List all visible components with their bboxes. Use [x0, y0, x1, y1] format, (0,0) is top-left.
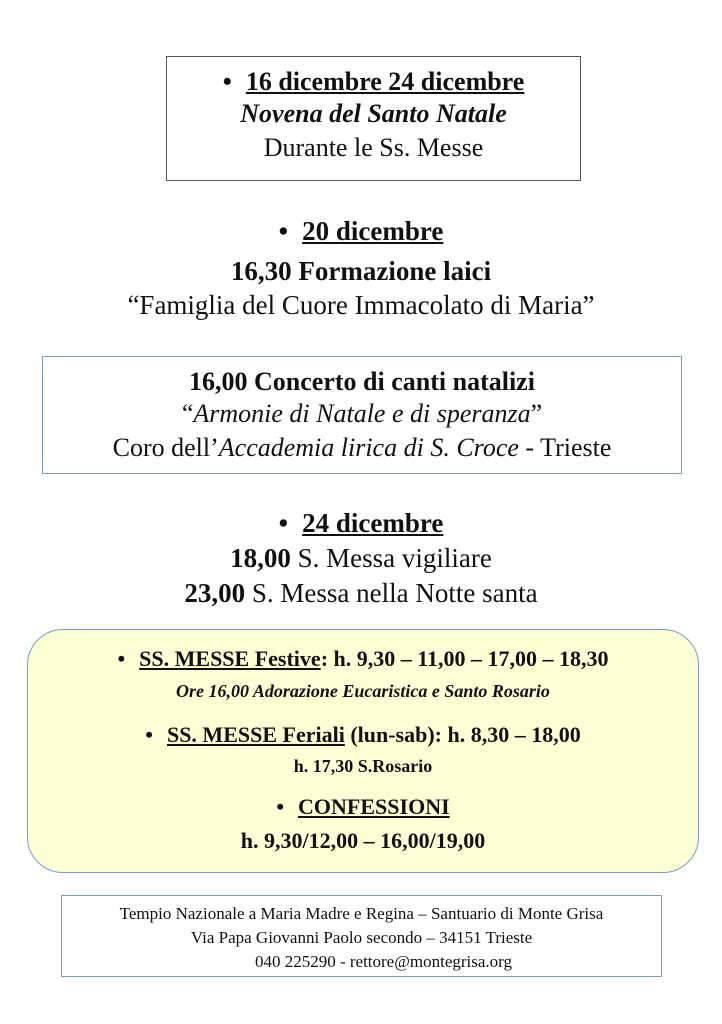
- dec24-mass1: [0, 543, 722, 574]
- festive-times: : h. 9,30 – 11,00 – 17,00 – 18,30: [320, 646, 609, 671]
- feriali-line: [28, 722, 698, 748]
- dec20-group: “Famiglia del Cuore Immacolato di Maria”: [127, 290, 595, 320]
- bullet: •: [222, 67, 232, 96]
- concert-subtitle-line: [43, 399, 681, 429]
- mass2-time: 23,00: [184, 578, 246, 608]
- dec20-date-line: [0, 216, 722, 247]
- confessioni-label: CONFESSIONI: [298, 794, 450, 819]
- concert-box: [42, 356, 682, 474]
- bullet: •: [145, 722, 153, 747]
- choir-suffix: - Trieste: [518, 433, 612, 462]
- quote-close: ”: [530, 399, 543, 428]
- novena-note: Durante le Ss. Messe: [263, 133, 484, 162]
- dec24-date-line: [0, 508, 722, 539]
- footer-address: Via Papa Giovanni Paolo secondo – 34151 Trieste: [190, 928, 533, 947]
- dec20-event: 16,30 Formazione laici: [230, 256, 492, 286]
- mass1-text: S. Messa vigiliare: [290, 543, 492, 573]
- novena-title: Novena del Santo Natale: [240, 99, 507, 128]
- novena-box: [166, 56, 581, 181]
- novena-date: 16 dicembre 24 dicembre: [245, 67, 525, 96]
- footer-contact: 040 225290 - rettore@montegrisa.org: [254, 952, 513, 971]
- novena-date-line: [167, 67, 580, 97]
- bullet: •: [278, 508, 289, 538]
- choir-name: Accademia lirica di S. Croce: [218, 433, 519, 462]
- bullet: •: [278, 216, 289, 246]
- concert-subtitle: Armonie di Natale e di speranza: [193, 399, 531, 428]
- footer-box: [61, 895, 662, 977]
- festive-line: [28, 646, 698, 672]
- mass2-text: S. Messa nella Notte santa: [245, 578, 538, 608]
- festive-note: Ore 16,00 Adorazione Eucaristica e Santo Rosario: [176, 681, 550, 701]
- dec24-date: 24 dicembre: [302, 508, 444, 538]
- concert-title: 16,00 Concerto di canti natalizi: [189, 367, 535, 396]
- festive-label: SS. MESSE Festive: [139, 646, 321, 671]
- choir-prefix: Coro dell’: [112, 433, 219, 462]
- bullet: •: [117, 646, 126, 671]
- bullet: •: [276, 794, 285, 819]
- feriali-note: h. 17,30 S.Rosario: [293, 756, 433, 776]
- dec20-date: 20 dicembre: [302, 216, 444, 246]
- feriali-label: SS. MESSE Feriali: [166, 722, 345, 747]
- dec24-mass2: [0, 578, 722, 609]
- mass1-time: 18,00: [230, 543, 291, 573]
- schedule-box: [27, 629, 699, 873]
- concert-choir-line: [43, 433, 681, 463]
- quote-open: “: [181, 399, 194, 428]
- footer-name: Tempio Nazionale a Maria Madre e Regina – Santuario di Monte Grisa: [119, 904, 604, 923]
- feriali-times: (lun-sab): h. 8,30 – 18,00: [344, 722, 581, 747]
- confessioni-times: h. 9,30/12,00 – 16,00/19,00: [240, 828, 486, 853]
- confessioni-line: [28, 794, 698, 820]
